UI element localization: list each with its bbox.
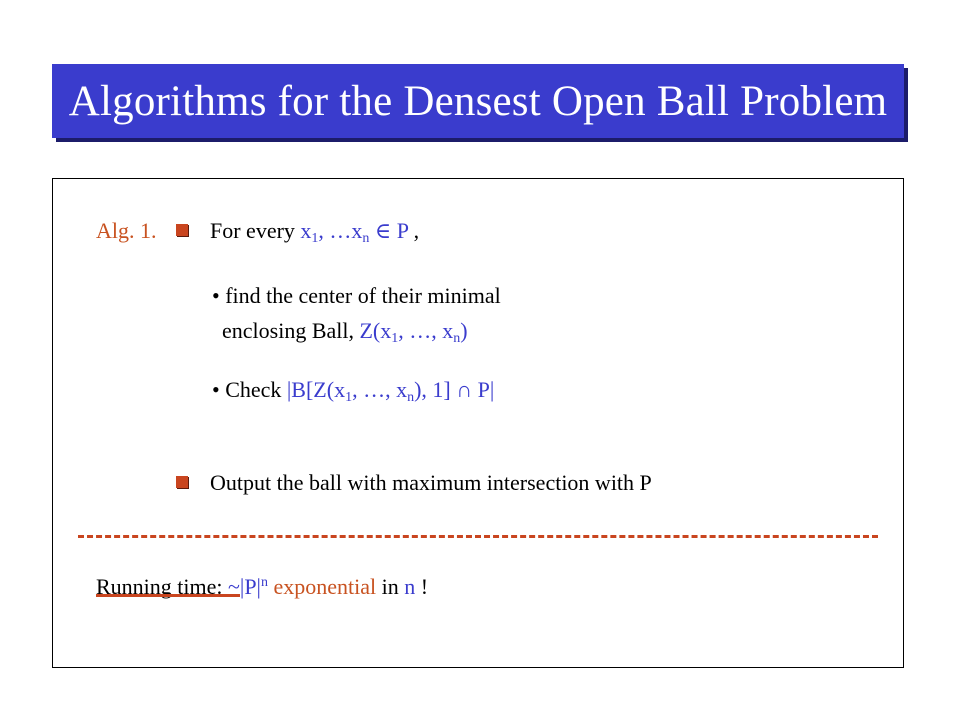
algorithm-label: Alg. 1. — [96, 218, 157, 243]
z-expression: $Z(x_1$, …, $x_n$) — [359, 318, 468, 346]
running-time-underline — [96, 594, 240, 597]
output-line: Output the ball with maximum intersection with P — [210, 470, 652, 495]
find-center-line: • find the center of their minimal — [212, 283, 501, 308]
complexity-expression: $\sim|P|^n$ — [228, 574, 268, 599]
dashed-divider — [78, 535, 878, 538]
running-time-line: Running time: $\sim|P|^n$ exponential in n ! — [96, 574, 429, 599]
square-bullet-icon — [176, 224, 188, 236]
title-bar — [52, 64, 904, 138]
slide-title: Algorithms for the Densest Open Ball Problem — [68, 77, 888, 125]
check-line: • Check $|B[Z(x_1$, …, $x_n$), 1] ∩ P| — [212, 377, 495, 405]
enclosing-ball-line: enclosing Ball, $Z(x_1$, …, $x_n$) — [222, 318, 468, 346]
running-time-label: Running time — [96, 574, 217, 599]
x-variables: $x_1$, $\dots x_n$ ∈ P — [300, 218, 409, 246]
square-bullet-icon — [176, 476, 188, 488]
for-every-line: For every $x_1$, $\dots x_n$ ∈ P , — [210, 218, 420, 246]
intersection-expression: $|B[Z(x_1$, …, $x_n$), 1] ∩ P| — [286, 377, 495, 405]
